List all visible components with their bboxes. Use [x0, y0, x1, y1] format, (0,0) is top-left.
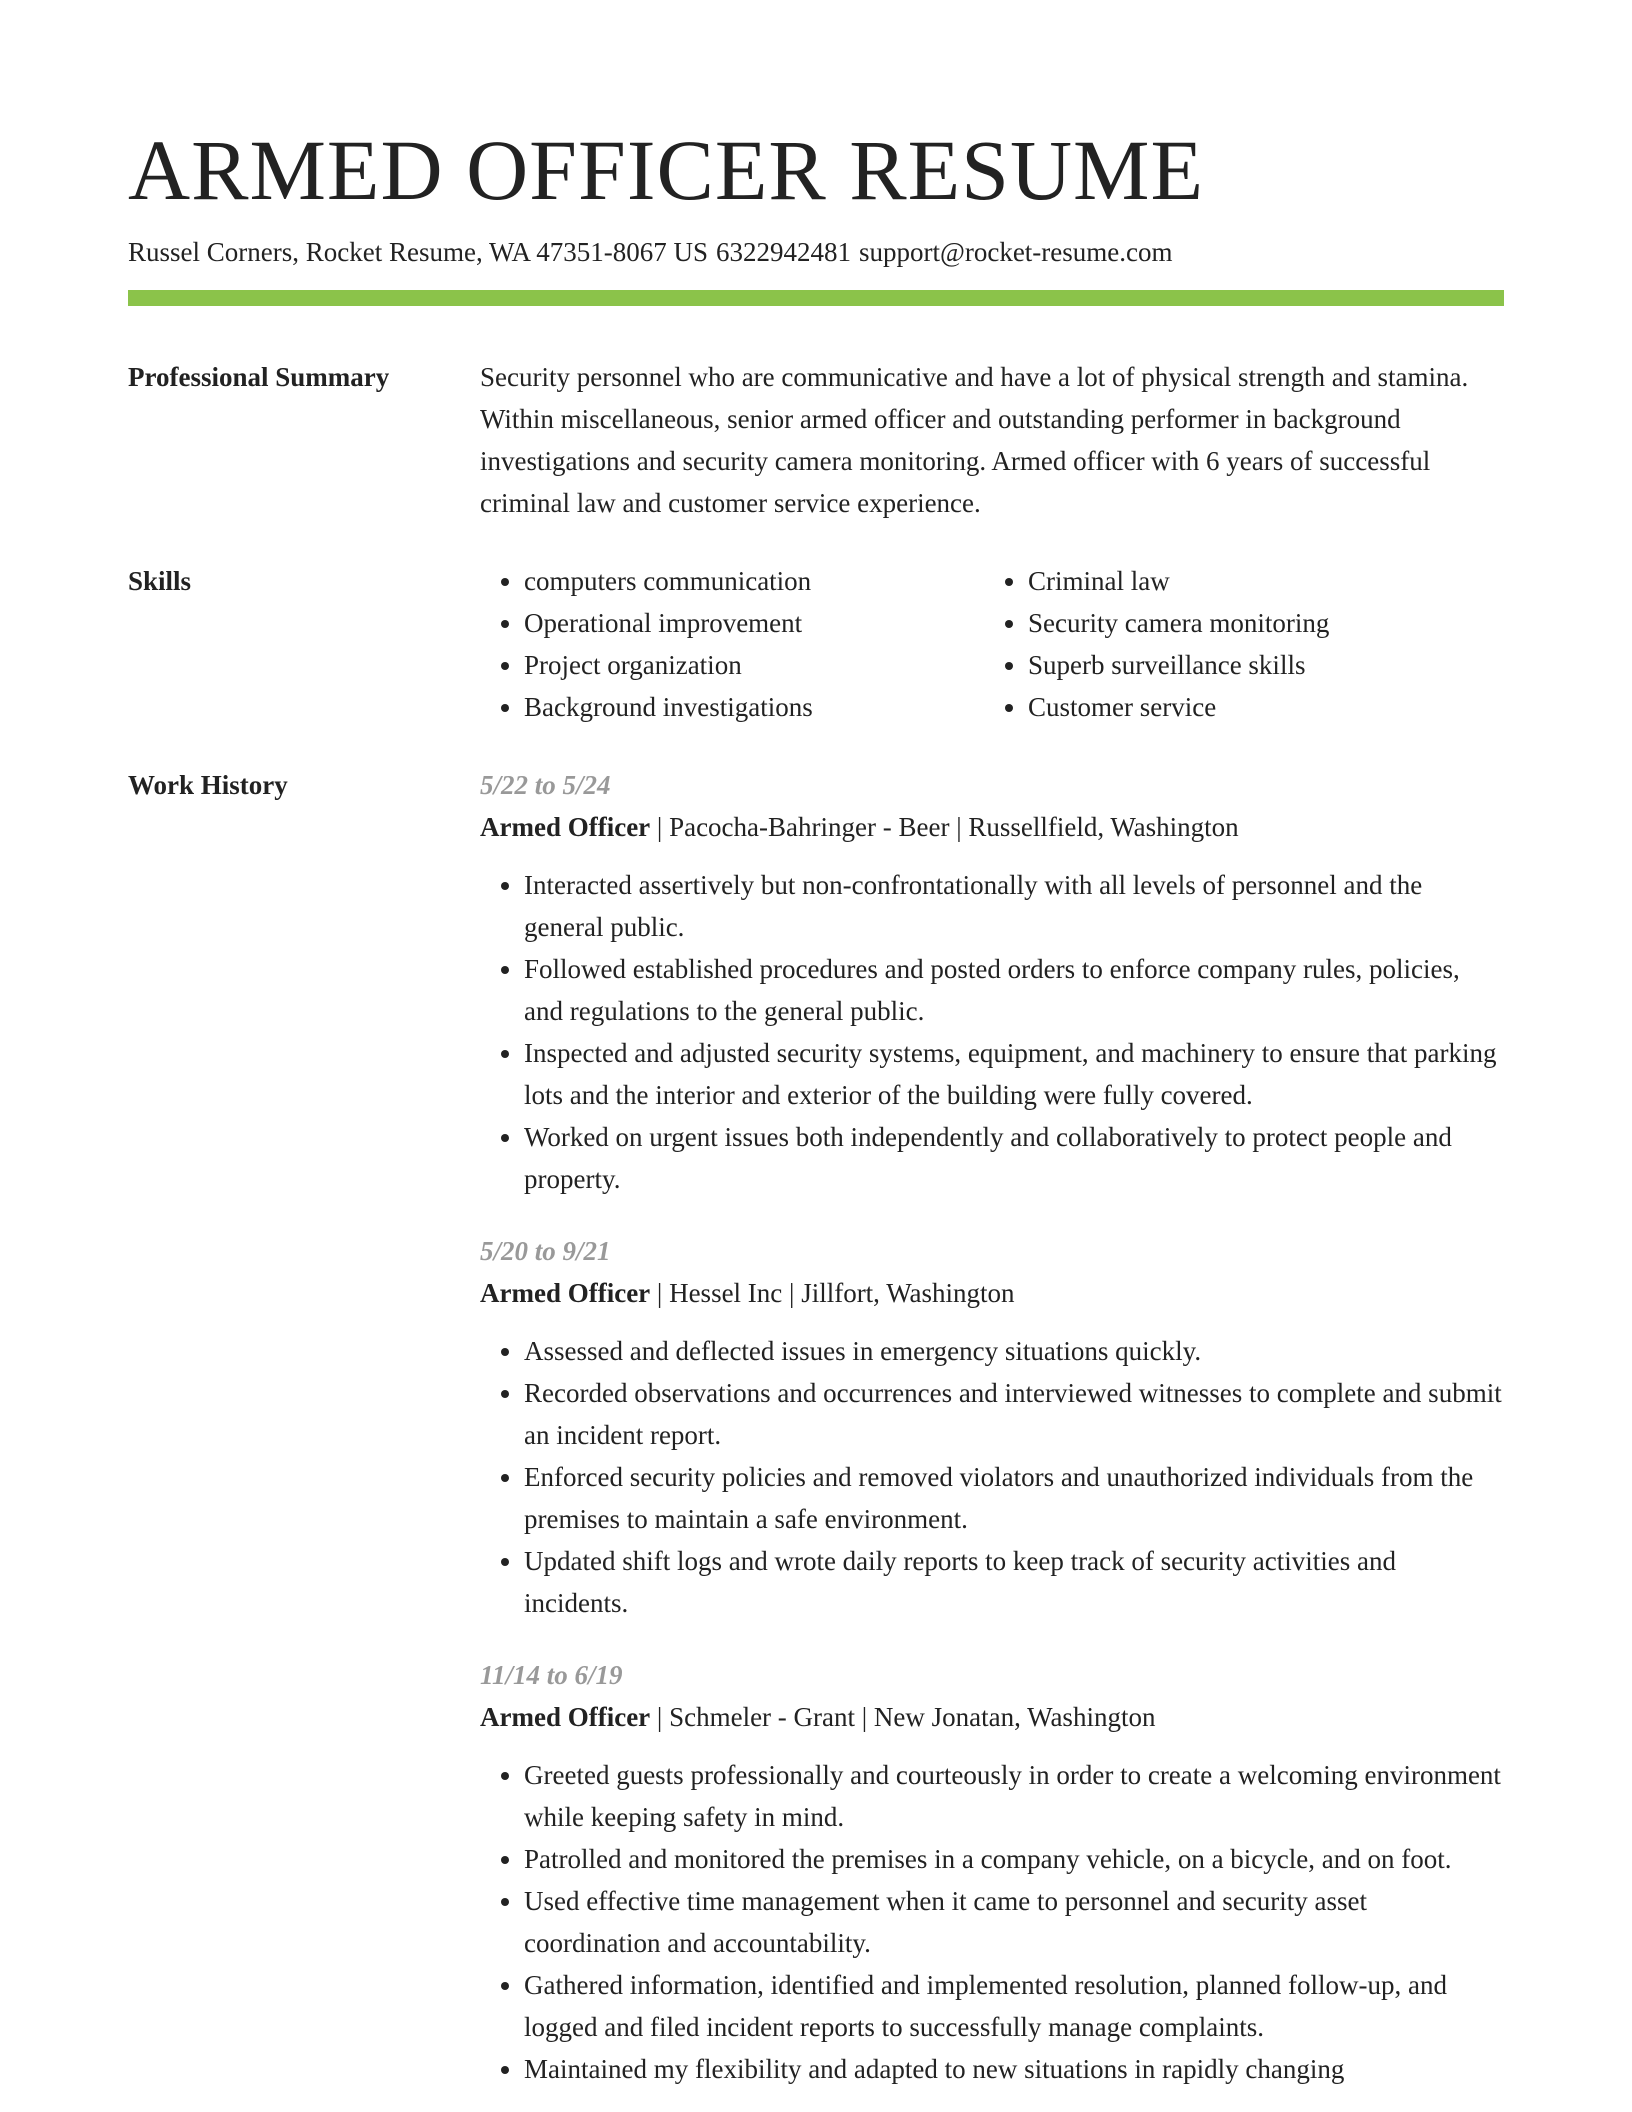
job-title: Armed Officer	[480, 1278, 651, 1308]
job-title-line	[480, 806, 1504, 848]
skill-item: • Criminal law	[1028, 560, 1488, 602]
work-history-heading: Work History	[128, 770, 288, 800]
job-entry	[480, 1654, 1504, 2090]
skills-list-right	[984, 560, 1488, 728]
job-bullet: • Greeted guests professionally and courteously in order to create a welcoming environment while keeping safety in mind.	[524, 1754, 1504, 1838]
job-bullets	[480, 1330, 1504, 1624]
job-bullets	[480, 1754, 1504, 2090]
job-dates: 11/14 to 6/19	[480, 1660, 623, 1690]
job-bullet: • Followed established procedures and posted orders to enforce company rules, policies, and regulations to the general public.	[524, 948, 1504, 1032]
skill-item: • Background investigations	[524, 686, 984, 728]
resume-title: ARMED OFFICER RESUME	[128, 122, 1205, 218]
job-bullet: • Used effective time management when it came to personnel and security asset coordination and accountability.	[524, 1880, 1504, 1964]
job-bullet: • Worked on urgent issues both independently and collaboratively to protect people and property.	[524, 1116, 1504, 1200]
skill-item: • computers communication	[524, 560, 984, 602]
skill-item: • Customer service	[1028, 686, 1488, 728]
skill-item: • Operational improvement	[524, 602, 984, 644]
skills-list-left	[480, 560, 984, 728]
job-bullet: • Recorded observations and occurrences and interviewed witnesses to complete and submit an incident report.	[524, 1372, 1504, 1456]
header-divider	[128, 290, 1504, 306]
skill-item: • Project organization	[524, 644, 984, 686]
job-title: Armed Officer	[480, 1702, 651, 1732]
skill-item: • Superb surveillance skills	[1028, 644, 1488, 686]
job-details: | Pacocha-Bahringer - Beer | Russellfield, Washington	[650, 812, 1239, 842]
summary-section	[128, 356, 1504, 524]
work-history-section	[128, 764, 1504, 2090]
job-entry	[480, 764, 1504, 1200]
resume-page	[128, 118, 1504, 2090]
skill-item: • Security camera monitoring	[1028, 602, 1488, 644]
job-bullet: • Updated shift logs and wrote daily reports to keep track of security activities and incidents.	[524, 1540, 1504, 1624]
summary-heading: Professional Summary	[128, 362, 390, 392]
contact-phone: 6322942481	[715, 237, 851, 267]
job-dates: 5/22 to 5/24	[480, 770, 611, 800]
job-entry	[480, 1230, 1504, 1624]
job-bullet: • Patrolled and monitored the premises in a company vehicle, on a bicycle, and on foot.	[524, 1838, 1504, 1880]
contact-line	[128, 234, 1504, 270]
job-bullet: • Gathered information, identified and implemented resolution, planned follow-up, and logged and filed incident reports to successfully manage complaints.	[524, 1964, 1504, 2048]
job-dates: 5/20 to 9/21	[480, 1236, 611, 1266]
job-title-line	[480, 1272, 1504, 1314]
job-details: | Schmeler - Grant | New Jonatan, Washington	[650, 1702, 1156, 1732]
skills-section	[128, 560, 1504, 728]
job-bullets	[480, 864, 1504, 1200]
summary-text: Security personnel who are communicative and have a lot of physical strength and stamina. Within miscellaneous, senior armed officer and outstanding performer in background investigations and security camera monitoring. Armed officer with 6 years of successful criminal law and customer service experience.	[480, 362, 1469, 518]
job-bullet: • Enforced security policies and removed violators and unauthorized individuals from the premises to maintain a safe environment.	[524, 1456, 1504, 1540]
job-bullet: • Maintained my flexibility and adapted to new situations in rapidly changing	[524, 2048, 1504, 2090]
job-title-line	[480, 1696, 1504, 1738]
job-bullet: • Interacted assertively but non-confrontationally with all levels of personnel and the general public.	[524, 864, 1504, 948]
skills-heading: Skills	[128, 566, 192, 596]
job-bullet: • Inspected and adjusted security systems, equipment, and machinery to ensure that parking lots and the interior and exterior of the building were fully covered.	[524, 1032, 1504, 1116]
contact-address: Russel Corners, Rocket Resume, WA 47351-8067 US	[128, 237, 708, 267]
job-details: | Hessel Inc | Jillfort, Washington	[650, 1278, 1015, 1308]
job-bullet: • Assessed and deflected issues in emergency situations quickly.	[524, 1330, 1504, 1372]
job-title: Armed Officer	[480, 812, 651, 842]
contact-email: support@rocket-resume.com	[858, 237, 1173, 267]
